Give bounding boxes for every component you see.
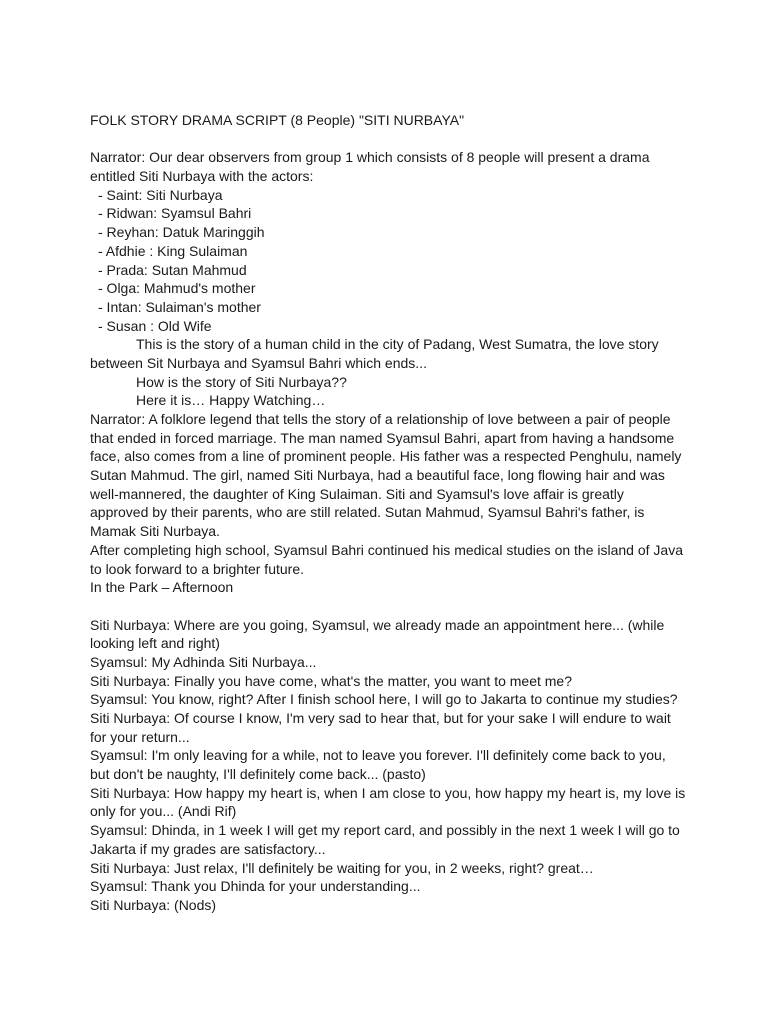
narration-line: Sutan Mahmud. The girl, named Siti Nurbaya, had a beautiful face, long flowing hair and was [90,467,665,484]
narration-line: After completing high school, Syamsul Bahri continued his medical studies on the island of Java [90,541,683,558]
dialogue-line: only for you... (Andi Rif) [90,803,237,820]
dialogue-line: Syamsul: You know, right? After I finish school here, I will go to Jakarta to continue my studies? [90,691,678,708]
narration-line: well-mannered, the daughter of King Sulaiman. Siti and Syamsul's love affair is greatly [90,485,624,502]
cast-item: - Intan: Sulaiman's mother [98,298,261,315]
dialogue-line: for your return... [90,728,190,745]
narration-line: Narrator: A folklore legend that tells the story of a relationship of love between a pair of people [90,411,671,427]
dialogue-line: Syamsul: My Adhinda Siti Nurbaya... [90,653,317,670]
dialogue-line: Syamsul: I'm only leaving for a while, not to leave you forever. I'll definitely come back to you, [90,747,666,764]
intro-line: Narrator: Our dear observers from group 1 which consists of 8 people will present a drama [90,149,650,166]
cast-item: - Susan : Old Wife [98,317,212,334]
scene-heading: In the Park – Afternoon [90,579,234,596]
dialogue-line: but don't be naughty, I'll definitely come back... (pasto) [90,766,426,783]
dialogue-line: Siti Nurbaya: How happy my heart is, when I am close to you, how happy my heart is, my love is [90,784,686,801]
cast-item: - Afdhie : King Sulaiman [98,242,248,259]
document-page [90,111,690,915]
story-intro-line: between Sit Nurbaya and Syamsul Bahri which ends... [90,354,427,371]
cast-item: - Reyhan: Datuk Maringgih [98,224,265,241]
dialogue-line: Syamsul: Dhinda, in 1 week I will get my report card, and possibly in the next 1 week I will go to [90,822,680,839]
dialogue-line: Siti Nurbaya: Where are you going, Syamsul, we already made an appointment here... (while [90,616,665,633]
dialogue-line: Jakarta if my grades are satisfactory... [90,840,326,857]
dialogue-line: looking left and right) [90,635,220,652]
dialogue-line: Syamsul: Thank you Dhinda for your understanding... [90,878,421,895]
narration-line: face, also comes from a line of prominent people. His father was a respected Penghulu, namely [90,448,682,465]
narration-line: that ended in forced marriage. The man named Syamsul Bahri, apart from having a handsome [90,429,675,446]
narration-line: approved by their parents, who are still related. Sutan Mahmud, Syamsul Bahri's father, is [90,504,645,521]
blank-line [90,597,690,616]
story-intro-line: This is the story of a human child in the city of Padang, West Sumatra, the love story [136,336,659,353]
document-title: FOLK STORY DRAMA SCRIPT (8 People) "SITI NURBAYA" [90,112,465,128]
cast-item: - Ridwan: Syamsul Bahri [98,205,252,222]
dialogue-line: Siti Nurbaya: (Nods) [90,896,217,913]
dialogue-line: Siti Nurbaya: Of course I know, I'm very sad to hear that, but for your sake I will endure to wait [90,710,671,726]
cast-item: - Prada: Sutan Mahmud [98,261,247,278]
narration-line: to look forward to a brighter future. [90,560,304,577]
blank-line [90,130,690,149]
story-here: Here it is… Happy Watching… [136,392,326,409]
story-question: How is the story of Siti Nurbaya?? [136,373,347,390]
intro-line: entitled Siti Nurbaya with the actors: [90,168,314,185]
cast-item: - Saint: Siti Nurbaya [98,186,223,203]
narration-line: Mamak Siti Nurbaya. [90,523,220,540]
dialogue-line: Siti Nurbaya: Finally you have come, what's the matter, you want to meet me? [90,672,573,689]
cast-item: - Olga: Mahmud's mother [98,280,256,297]
dialogue-line: Siti Nurbaya: Just relax, I'll definitely be waiting for you, in 2 weeks, right? great… [90,859,594,876]
